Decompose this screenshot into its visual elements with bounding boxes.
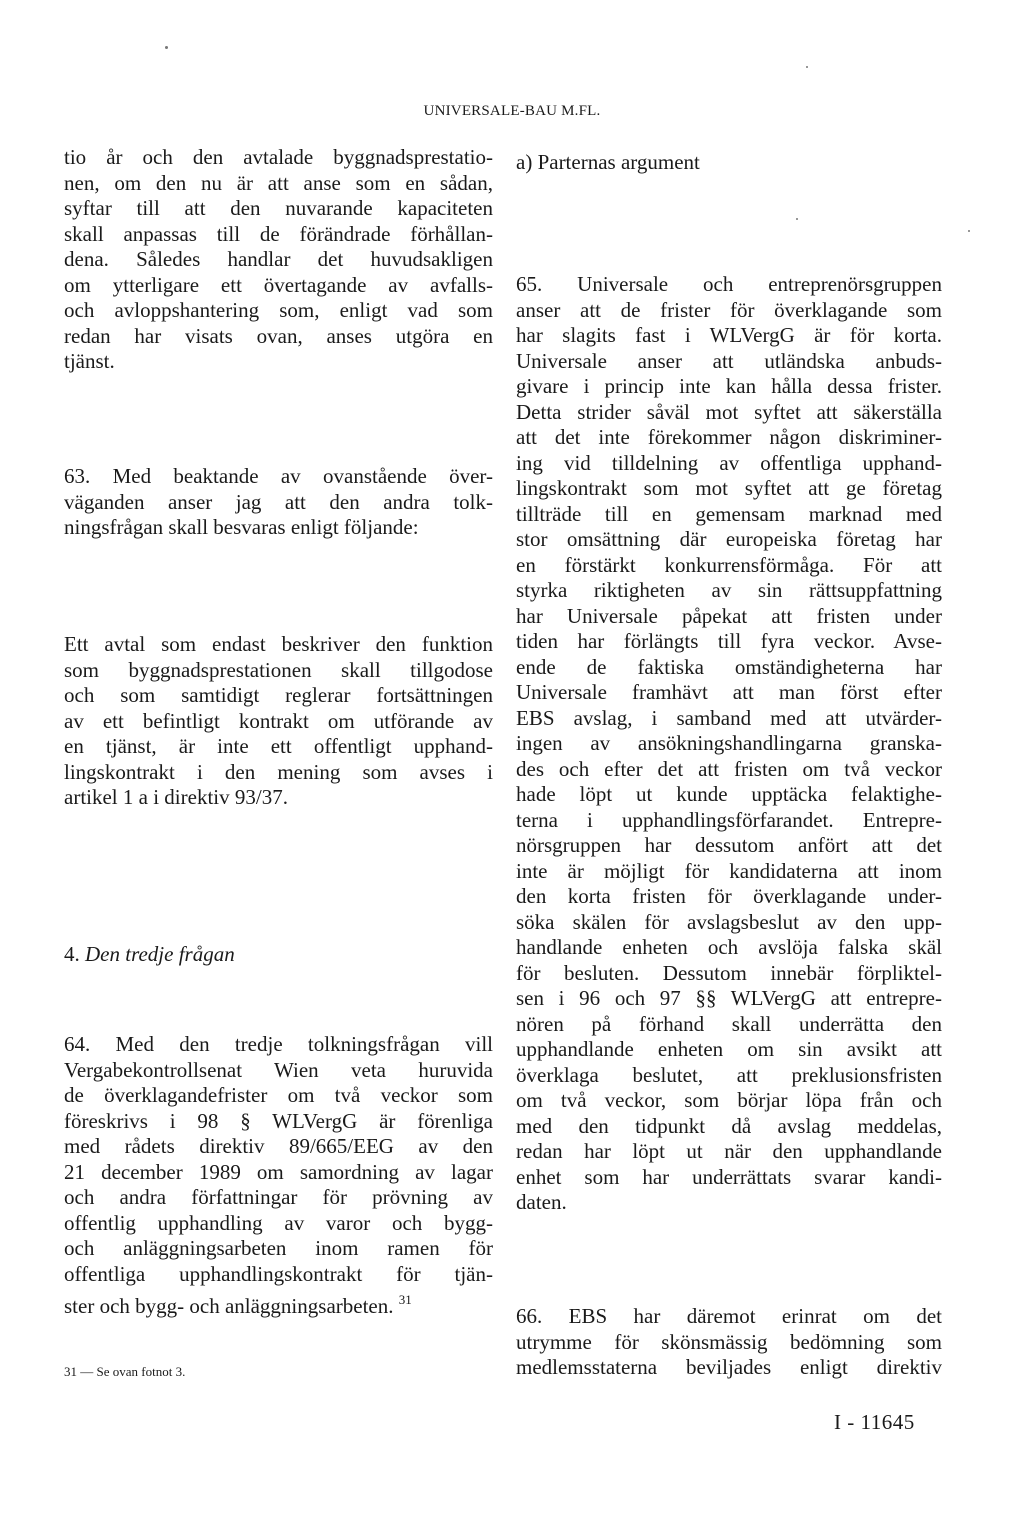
- text-line: anser att de frister för överklagande som: [516, 297, 942, 322]
- paragraph-63: [64, 464, 493, 541]
- text-line: den korta fristen för överklagande under-: [516, 884, 942, 908]
- text-line: lingskontrakt som mot syftet att ge företag: [516, 476, 942, 500]
- footnote: 31 — Se ovan fotnot 3.: [64, 1364, 186, 1379]
- text-line: överklaga beslutet, att preklusionsfristen: [516, 1062, 942, 1087]
- text-line: ningsfrågan skall besvaras enligt följande:: [64, 515, 419, 539]
- text-line: ing vid tilldelning av offentliga upphand-: [516, 450, 942, 475]
- text-line: ingen av ansökningshandlingarna granska-: [516, 731, 942, 755]
- page-number: I - 11645: [834, 1410, 915, 1434]
- text-line: tio år och den avtalade byggnadsprestatio-: [64, 145, 493, 169]
- scan-speck: [796, 218, 798, 220]
- text-line: söka skälen för avslagsbeslut av den upp-: [516, 909, 942, 934]
- text-line: om ytterligare ett övertagande av avfalls-: [64, 272, 493, 297]
- text-line: [64, 1287, 493, 1320]
- text-line: av ett befintligt kontrakt om utförande av: [64, 708, 493, 733]
- text-line: Vergabekontrollsenat Wien veta huruvida: [64, 1057, 493, 1082]
- text-line: dena. Således handlar det huvudsakligen: [64, 247, 493, 271]
- text-line: med rådets direktiv 89/665/EEG av den: [64, 1134, 493, 1158]
- text-line: föreskrivs i 98 § WLVergG är förenliga: [64, 1108, 493, 1133]
- text-line: och anläggningsarbeten inom ramen för: [64, 1236, 493, 1260]
- text-line: skall anpassas till de förändrade förhållan-: [64, 221, 493, 246]
- text-line: stor omsättning där europeiska företag har: [516, 527, 942, 551]
- text-line: de överklagandefrister om två veckor som: [64, 1083, 493, 1107]
- footnote-reference: 31: [398, 1292, 412, 1307]
- text-line: des och efter det att fristen om två veckor: [516, 756, 942, 781]
- text-line: offentlig upphandling av varor och bygg-: [64, 1210, 493, 1235]
- text-line: upphandlande enheten om sin avsikt att: [516, 1037, 942, 1061]
- text-line: lingskontrakt i den mening som avses i: [64, 759, 493, 784]
- text-line: nörsgruppen har dessutom anfört att det: [516, 833, 942, 857]
- text-line: 21 december 1989 om samordning av lagar: [64, 1159, 493, 1184]
- section-number: 4.: [64, 942, 80, 966]
- paragraph-64: [64, 1032, 493, 1320]
- paragraph-continuation: [64, 145, 493, 375]
- text-line: och avloppshantering som, enligt vad som: [64, 298, 493, 322]
- text-line: redan har löpt ut när den upphandlande: [516, 1139, 942, 1163]
- section-heading: [64, 942, 493, 968]
- text-line: 66. EBS har däremot erinrat om det: [516, 1304, 942, 1328]
- text-line: styrka riktigheten av sin rättsuppfattning: [516, 578, 942, 602]
- text-line: artikel 1 a i direktiv 93/37.: [64, 785, 288, 809]
- text-line: har Universale påpekat att fristen under: [516, 603, 942, 628]
- text-line: handlande enheten och avslöja falska skäl: [516, 935, 942, 959]
- text-line: terna i upphandlingsförfarandet. Entrepre-: [516, 807, 942, 832]
- text-line: 64. Med den tredje tolkningsfrågan vill: [64, 1032, 493, 1056]
- text-line: EBS avslag, i samband med att utvärder-: [516, 705, 942, 730]
- text-line: inte är möjligt för kandidaterna att inom: [516, 858, 942, 883]
- text-line: utrymme för skönsmässig bedömning som: [516, 1329, 942, 1354]
- text-line: har slagits fast i WLVergG är för korta.: [516, 323, 942, 347]
- text-line: 65. Universale och entreprenörsgruppen: [516, 272, 942, 296]
- subheading: a) Parternas argument: [516, 150, 700, 174]
- text-line: nören på förhand skall underrätta den: [516, 1011, 942, 1036]
- text-line: tjänst.: [64, 349, 115, 373]
- text-line: med den tidpunkt då avslag meddelas,: [516, 1113, 942, 1138]
- text-line: att det inte förekommer någon diskriminer-: [516, 425, 942, 449]
- text-line: Universale framhävt att man först efter: [516, 680, 942, 704]
- scan-speck: [806, 66, 808, 68]
- text-line: om två veckor, som börjar löpa från och: [516, 1088, 942, 1112]
- text-line: och som samtidigt reglerar fortsättningen: [64, 683, 493, 707]
- text-line: en förstärkt konkurrensförmåga. För att: [516, 552, 942, 577]
- text-line: hade löpt ut kunde upptäcka felaktighe-: [516, 782, 942, 806]
- text-line: Universale anser att utländska anbuds-: [516, 348, 942, 373]
- paragraph-66: [516, 1304, 942, 1381]
- text-line: Detta strider såväl mot syftet att säkerställa: [516, 399, 942, 424]
- text-line: redan har visats ovan, anses utgöra en: [64, 323, 493, 348]
- text-line: ende de faktiska omständigheterna har: [516, 654, 942, 679]
- text-line-content: ster och bygg- och anläggningsarbeten.: [64, 1294, 394, 1318]
- answer-quote: [64, 632, 493, 811]
- scan-speck: [968, 230, 970, 232]
- text-line: nen, om den nu är att anse som en sådan,: [64, 170, 493, 195]
- text-line: sen i 96 och 97 §§ WLVergG att entrepre-: [516, 986, 942, 1010]
- text-line: offentliga upphandlingskontrakt för tjän-: [64, 1261, 493, 1286]
- paragraph-65: [516, 272, 942, 1216]
- text-line: för besluten. Dessutom innebär förpliktel-: [516, 960, 942, 985]
- section-title: Den tredje frågan: [85, 942, 235, 966]
- text-line: medlemsstaterna beviljades enligt direktiv: [516, 1355, 942, 1379]
- text-line: och andra författningar för prövning av: [64, 1185, 493, 1209]
- text-line: enhet som har underrättats svarar kandi-: [516, 1164, 942, 1189]
- text-line: som byggnadsprestationen skall tillgodose: [64, 657, 493, 682]
- text-line: väganden anser jag att den andra tolk-: [64, 489, 493, 514]
- running-header: UNIVERSALE-BAU M.FL.: [423, 103, 601, 119]
- text-line: Ett avtal som endast beskriver den funktion: [64, 632, 493, 656]
- text-line: 63. Med beaktande av ovanstående över-: [64, 464, 493, 488]
- text-line: daten.: [516, 1190, 567, 1214]
- text-line: tiden har förlängts till fyra veckor. Avse-: [516, 629, 942, 653]
- text-line: givare i princip inte kan hålla dessa frister.: [516, 374, 942, 398]
- text-line: tillträde till en gemensam marknad med: [516, 501, 942, 526]
- text-line: syftar till att den nuvarande kapaciteten: [64, 196, 493, 220]
- scan-speck: [165, 46, 168, 49]
- text-line: en tjänst, är inte ett offentligt upphand-: [64, 734, 493, 758]
